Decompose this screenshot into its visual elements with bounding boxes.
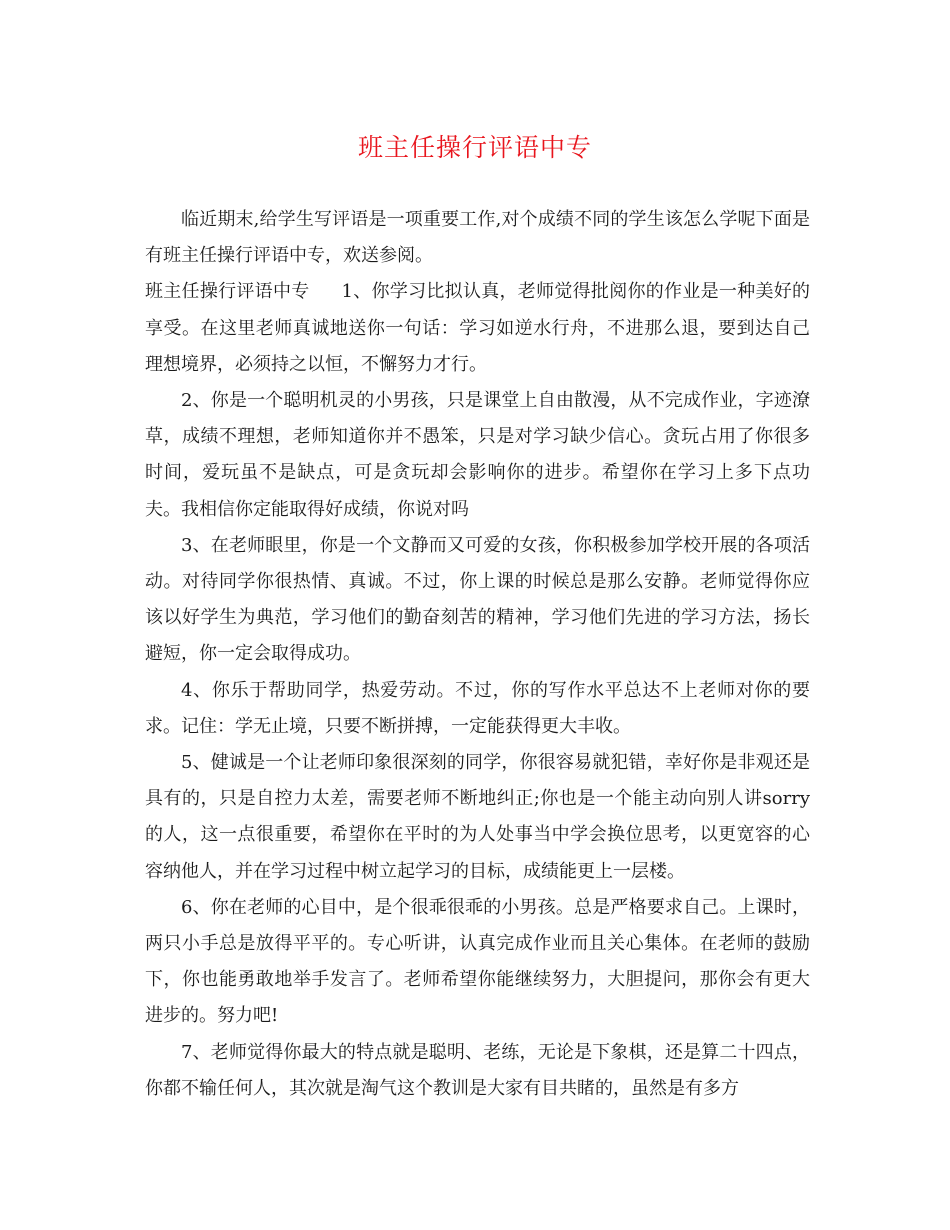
comment-paragraph-2: 2、你是一个聪明机灵的小男孩，只是课堂上自由散漫，从不完成作业，字迹潦草，成绩不理想，老师知道你并不愚笨，只是对学习缺少信心。贪玩占用了你很多时间，爱玩虽不是缺点，可是贪玩却会影响你的进步。希望你在学习上多下点功夫。我相信你定能取得好成绩，你说对吗	[145, 390, 810, 520]
comment-paragraph-6: 6、你在老师的心目中，是个很乖很乖的小男孩。总是严格要求自己。上课时，两只小手总是放得平平的。专心听讲，认真完成作业而且关心集体。在老师的鼓励下，你也能勇敢地举手发言了。老师希望你能继续努力，大胆提问，那你会有更大进步的。努力吧!	[145, 896, 810, 1027]
comment-paragraph-1	[145, 274, 810, 383]
document-title: 班主任操行评语中专	[357, 133, 592, 162]
comment-paragraph-4: 4、你乐于帮助同学，热爱劳动。不过，你的写作水平总达不上老师对你的要求。记住：学无止境，只要不断拼搏，一定能获得更大丰收。	[145, 679, 810, 737]
comment-paragraph-7: 7、老师觉得你最大的特点就是聪明、老练，无论是下象棋，还是算二十四点，你都不输任何人，其次就是淘气这个教训是大家有目共睹的，虽然是有多方	[145, 1041, 810, 1099]
comment-paragraph-5: 5、健诚是一个让老师印象很深刻的同学，你很容易就犯错，幸好你是非观还是具有的，只是自控力太差，需要老师不断地纠正;你也是一个能主动向别人讲sorry的人，这一点很重要，希望你在平时的为人处事当中学会换位思考，以更宽容的心容纳他人，并在学习过程中树立起学习的目标，成绩能更上一层楼。	[145, 752, 810, 882]
comment-paragraph-3: 3、在老师眼里，你是一个文静而又可爱的女孩，你积极参加学校开展的各项活动。对待同学你很热情、真诚。不过，你上课的时候总是那么安静。老师觉得你应该以好学生为典范，学习他们的勤奋刻苦的精神，学习他们先进的学习方法，扬长避短，你一定会取得成功。	[145, 534, 810, 665]
section-label: 班主任操行评语中专	[145, 281, 310, 303]
comment-1-text: 1、你学习比拟认真，老师觉得批阅你的作业是一种美好的享受。在这里老师真诚地送你一句话：学习如逆水行舟，不进那么退，要到达自己理想境界，必须持之以恒，不懈努力才行。	[145, 281, 811, 375]
intro-paragraph: 临近期末,给学生写评语是一项重要工作,对个成绩不同的学生该怎么学呢下面是有班主任操行评语中专，欢送参阅。	[145, 209, 810, 267]
document-body	[145, 202, 810, 1107]
